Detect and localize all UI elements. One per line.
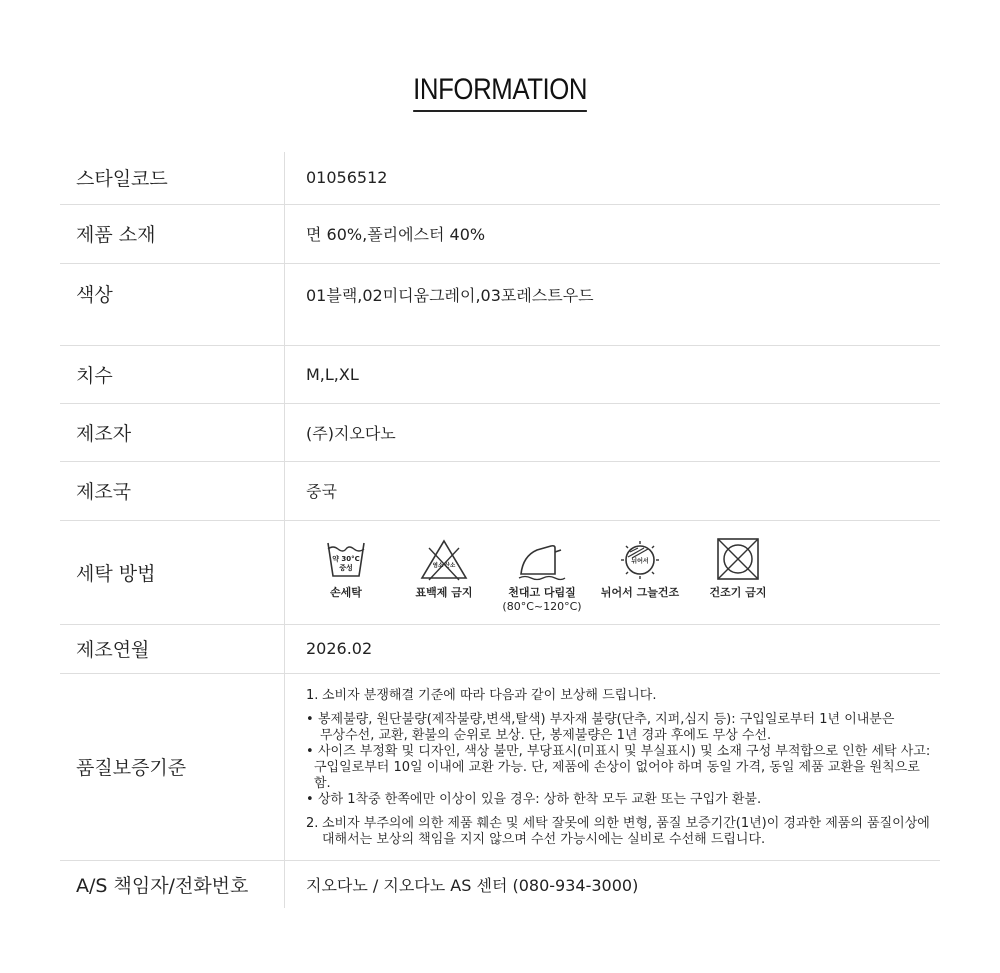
page-title: INFORMATION	[413, 72, 587, 112]
page-title-wrap	[0, 72, 1000, 112]
row-as	[60, 860, 940, 908]
care-icons	[297, 538, 940, 614]
color-label: 색상	[60, 263, 285, 345]
as-label: A/S 책임자/전화번호	[60, 860, 285, 908]
bleach-oxygen-text: 산소	[444, 563, 456, 569]
iron-temp-label: (80°C~120°C)	[502, 600, 582, 613]
size-label: 치수	[60, 345, 285, 403]
material-label: 제품 소재	[60, 204, 285, 263]
row-date	[60, 624, 940, 673]
size-value: M,L,XL	[285, 345, 941, 403]
quality-bullet-2	[306, 744, 940, 792]
bullet-dot: •	[306, 711, 314, 727]
bleach-chlorine-text: 염소	[432, 563, 444, 569]
quality-item-2-line-2: 대해서는 보상의 책임을 지지 않으며 수선 가능시에는 실비로 수선해 드립니다.	[322, 831, 766, 847]
quality-item-2	[306, 816, 940, 848]
row-color	[60, 263, 940, 345]
row-material	[60, 204, 940, 263]
care-hand-wash	[297, 538, 395, 600]
quality-bullet-1-line-1: 봉제불량, 원단불량(제작불량,변색,탈색) 부자재 불량(단추, 지퍼,심지 등): 구입일로부터 1년 이내분은	[318, 711, 895, 727]
quality-item-2-line-1: 소비자 부주의에 의한 제품 훼손 및 세탁 잘못에 의한 변형, 품질 보증기간(1년)이 경과한 제품의 품질이상에	[322, 815, 930, 831]
style-code-label: 스타일코드	[60, 152, 285, 204]
date-label: 제조연월	[60, 624, 285, 673]
quality-bullet-3-line-1: 상하 1착중 한쪽에만 이상이 있을 경우: 상하 한착 모두 교환 또는 구입가 환불.	[318, 791, 762, 807]
care-no-bleach	[395, 538, 493, 600]
quality-item-1-text: 소비자 분쟁해결 기준에 따라 다음과 같이 보상해 드립니다.	[322, 687, 657, 703]
manufacturer-value: (주)지오다노	[285, 403, 941, 461]
iron-icon	[515, 538, 569, 582]
shade-dry-label: 뉘어서 그늘건조	[600, 586, 680, 599]
manufacturer-label: 제조자	[60, 403, 285, 461]
row-style-code	[60, 152, 940, 204]
origin-value: 중국	[285, 461, 941, 520]
no-tumble-dry-icon	[714, 538, 762, 582]
hand-wash-neutral-text: 중성	[339, 564, 353, 572]
row-size	[60, 345, 940, 403]
row-manufacturer	[60, 403, 940, 461]
washing-value	[285, 520, 941, 624]
no-bleach-label: 표백제 금지	[415, 586, 473, 599]
bullet-dot: •	[306, 791, 314, 807]
shade-dry-icon	[616, 538, 664, 582]
shade-dry-inner-text: 뉘어서	[631, 558, 649, 565]
quality-item-1	[306, 688, 940, 704]
quality-text	[306, 686, 940, 848]
color-value: 01블랙,02미디움그레이,03포레스트우드	[285, 263, 941, 345]
care-no-tumble-dry	[689, 538, 787, 600]
row-washing	[60, 520, 940, 624]
row-origin	[60, 461, 940, 520]
quality-value	[285, 673, 941, 860]
material-value: 면 60%,폴리에스터 40%	[285, 204, 941, 263]
hand-wash-icon	[324, 538, 368, 582]
quality-bullet-2-line-1: 사이즈 부정확 및 디자인, 색상 불만, 부당표시(미표시 및 부실표시) 및 소재 구성 부적합으로 인한 세탁 사고:	[318, 743, 931, 759]
style-code-value: 01056512	[285, 152, 941, 204]
hand-wash-label: 손세탁	[330, 586, 362, 599]
quality-item-2-number: 2.	[306, 815, 319, 831]
quality-bullet-1	[306, 712, 940, 744]
as-value: 지오다노 / 지오다노 AS 센터 (080-934-3000)	[306, 875, 639, 895]
quality-item-1-number: 1.	[306, 687, 319, 703]
quality-bullet-3	[306, 792, 940, 808]
date-value: 2026.02	[285, 624, 941, 673]
row-quality	[60, 673, 940, 860]
no-bleach-icon	[419, 538, 469, 582]
care-shade-dry	[591, 538, 689, 600]
quality-label: 품질보증기준	[60, 673, 285, 860]
quality-bullet-2-line-2: 구입일로부터 10일 이내에 교환 가능. 단, 제품에 손상이 없어야 하며 동일 가격, 동일 제품 교환을 원칙으로 함.	[314, 759, 920, 791]
quality-bullet-1-line-2: 무상수선, 교환, 환불의 순위로 보상. 단, 봉제불량은 1년 경과 후에도 무상 수선.	[320, 727, 772, 743]
bullet-dot: •	[306, 743, 314, 759]
washing-label: 세탁 방법	[60, 520, 285, 624]
info-table	[60, 152, 940, 908]
no-tumble-dry-label: 건조기 금지	[709, 586, 767, 599]
iron-label: 천대고 다림질	[508, 586, 576, 599]
hand-wash-temp-text: 약 30°C	[332, 555, 360, 563]
care-iron	[493, 538, 591, 614]
origin-label: 제조국	[60, 461, 285, 520]
